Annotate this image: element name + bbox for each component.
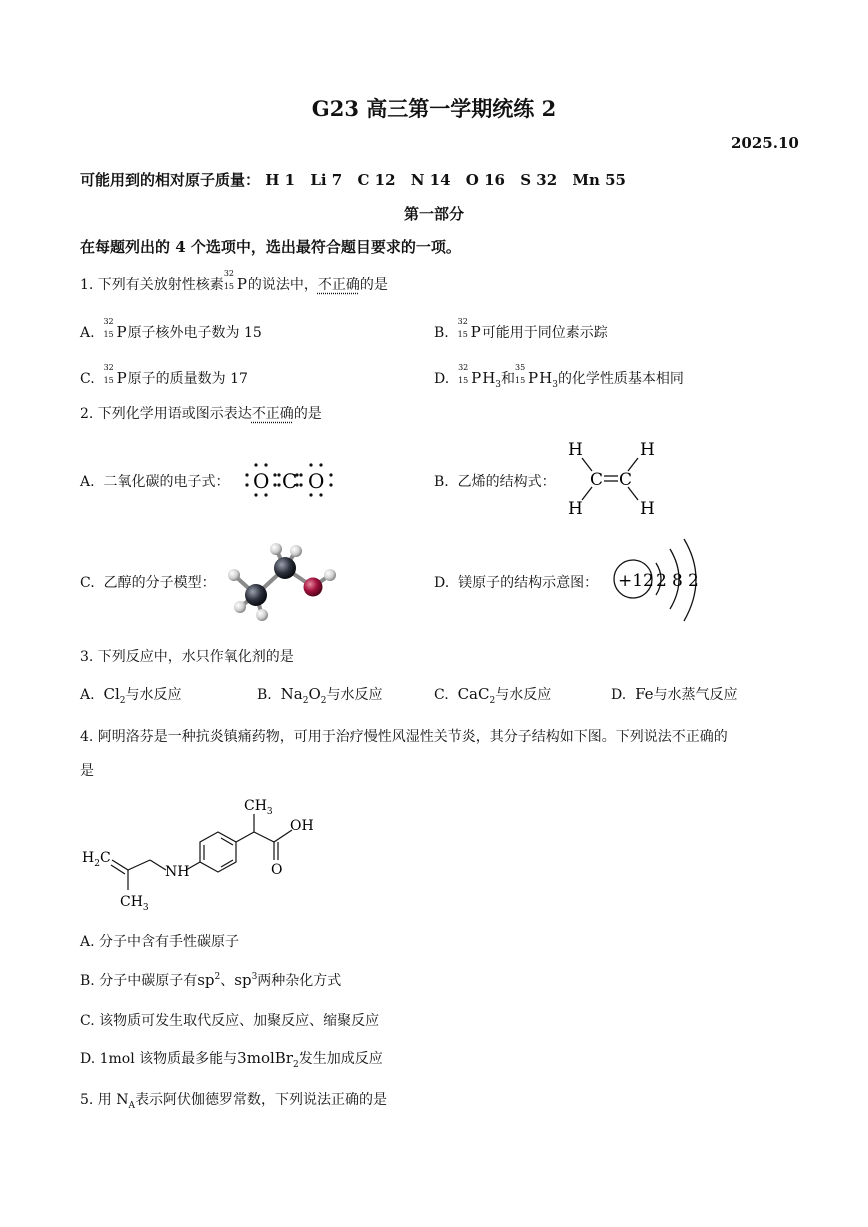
q2-option-b [434, 471, 556, 491]
ch3-bottom: $CH_3$ [120, 894, 149, 913]
q4-option-a: A. 分子中含有手性碳原子 [80, 934, 240, 950]
mass-number: 32 [458, 363, 469, 372]
superscript: 3 [251, 972, 258, 982]
mass-c: C 12 [357, 171, 396, 189]
q2-end: 的是 [293, 406, 322, 422]
q4-option-d [80, 1048, 383, 1070]
subscript: 2 [292, 1060, 299, 1070]
co2-o-right: O [308, 469, 325, 493]
ethene-h2: H [640, 440, 655, 460]
option-label: D. [434, 575, 450, 591]
q1-option-a [80, 317, 262, 342]
mass-o: O 16 [465, 171, 505, 189]
formula: Fe [635, 685, 654, 703]
formula: CaC [457, 685, 490, 703]
option-label: B. [434, 325, 449, 341]
instruction: 在每题列出的 4 个选项中，选出最符合题目要求的一项。 [80, 238, 461, 256]
ch3-top: $CH_3$ [244, 798, 273, 817]
mass-number: 35 [515, 363, 526, 372]
magnesium-atom-diagram [608, 537, 713, 625]
q1b-nuclide [457, 317, 481, 341]
element-symbol: P [470, 323, 481, 341]
option-text: 乙醇的分子模型： [103, 575, 216, 591]
atomic-number: 15 [223, 282, 234, 291]
option-text: 与水反应 [326, 687, 383, 703]
option-label: D. [611, 687, 627, 703]
ethene-h4: H [640, 499, 655, 519]
option-label: B. [434, 474, 449, 490]
option-text: 乙烯的结构式： [457, 474, 556, 490]
ethene-structural-formula [560, 436, 660, 520]
subscript: A [128, 1100, 136, 1111]
q4-stem-line1: 4. 阿明洛芬是一种抗炎镇痛药物，可用于治疗慢性风湿性关节炎，其分子结构如下图。下列说法不正确的 [80, 729, 728, 745]
option-label: A. [80, 687, 95, 703]
element-symbol: P [236, 275, 247, 293]
option-text: 发生加成反应 [298, 1051, 383, 1067]
q2-stem [80, 403, 322, 423]
q1-stem [80, 269, 388, 294]
q2-prefix: 2. 下列化学用语或图示表达 [80, 406, 252, 422]
mg-shell-2: 8 [672, 571, 683, 591]
q3-option-c [434, 684, 551, 706]
q1-option-b [434, 317, 608, 342]
ethanol-ball-stick-model [218, 535, 343, 625]
option-label: B. [257, 687, 272, 703]
q3-option-d [611, 684, 738, 704]
element-symbol: P [471, 369, 482, 387]
formula: sp [234, 971, 252, 989]
subscript: 2 [320, 696, 327, 706]
q1-mid: 的说法中， [247, 277, 318, 293]
mass-number: 32 [103, 363, 114, 372]
option-text: 原子核外电子数为 15 [127, 325, 262, 341]
atomic-number: 15 [515, 376, 526, 385]
option-text: 原子的质量数为 17 [127, 371, 248, 387]
mass-mn: Mn 55 [572, 171, 626, 189]
nh-label: NH [165, 864, 190, 880]
q2-option-a [80, 471, 229, 491]
atomic-masses-line [80, 169, 626, 190]
alminoprofen-structure [78, 790, 338, 920]
formula: O [308, 685, 321, 703]
atomic-number: 15 [457, 330, 468, 339]
mg-nucleus: +12 [618, 571, 654, 591]
option-label: D. [434, 371, 450, 387]
option-label: C. [434, 687, 449, 703]
option-text: B. 分子中碳原子有 [80, 973, 198, 989]
q5-end: 表示阿伏伽德罗常数，下列说法正确的是 [135, 1092, 388, 1108]
q2-emphasis: 不正确 [251, 406, 294, 422]
ethene-h1: H [568, 440, 583, 460]
co2-o-left: O [253, 469, 270, 493]
element-symbol: P [528, 369, 539, 387]
q1c-nuclide [103, 363, 127, 387]
element-symbol: P [116, 369, 127, 387]
mass-h: H 1 [265, 171, 296, 189]
option-label: C. [80, 371, 95, 387]
mg-shell-1: 2 [656, 571, 667, 591]
formula: sp [197, 971, 215, 989]
mg-shell-3: 2 [688, 571, 699, 591]
mass-s: S 32 [520, 171, 558, 189]
q5-stem [80, 1089, 387, 1111]
mass-number: 32 [103, 317, 114, 326]
q2-option-c [80, 572, 216, 592]
q4-stem-line2: 是 [80, 763, 94, 779]
subscript: 2 [119, 696, 126, 706]
q1-nuclide [223, 269, 247, 293]
mass-li: Li 7 [310, 171, 343, 189]
ethene-h3: H [568, 499, 583, 519]
separator: 、 [220, 973, 235, 989]
option-text: 可能用于同位素示踪 [481, 325, 608, 341]
option-text: 与水反应 [125, 687, 182, 703]
formula: Na [280, 685, 303, 703]
q1-option-d: D. 32 15 $PH_3$和 35 15 $PH_3$的化学性质基本相同 [434, 363, 684, 390]
q1-emphasis: 不正确 [317, 277, 360, 293]
option-joiner: 和 [501, 371, 516, 387]
q1d-nuclide-1 [458, 363, 482, 387]
option-label: C. [80, 575, 95, 591]
option-text: 的化学性质基本相同 [557, 371, 684, 387]
ethene-c1: C [590, 470, 604, 490]
option-text: 与水反应 [495, 687, 552, 703]
carbonyl-o: O [271, 862, 283, 878]
atomic-masses-label: 可能用到的相对原子质量： [80, 171, 261, 189]
q1-option-c [80, 363, 248, 388]
q1-end: 的是 [359, 277, 388, 293]
option-text: 与水蒸气反应 [653, 687, 738, 703]
atomic-number: 15 [103, 330, 114, 339]
ethene-c2: C [619, 470, 633, 490]
option-label: A. [80, 325, 95, 341]
q1-prefix: 1. 下列有关放射性核素 [80, 277, 224, 293]
mass-number: 32 [457, 317, 468, 326]
subscript: 2 [489, 696, 496, 706]
q4-option-b [80, 970, 341, 990]
option-text: 二氧化碳的电子式： [103, 474, 230, 490]
q3-option-b [257, 684, 383, 706]
q3-option-a [80, 684, 181, 706]
formula: Cl [103, 685, 120, 703]
exam-date: 2025.10 [731, 134, 799, 152]
co2-electron-dot-formula [242, 456, 338, 504]
option-text: D. 1mol 该物质最多能与 [80, 1051, 238, 1067]
page-title: G23 高三第一学期统练 2 [311, 96, 557, 121]
atomic-number: 15 [458, 376, 469, 385]
element-symbol: P [116, 323, 127, 341]
mass-number: 32 [223, 269, 234, 278]
q4-option-c: C. 该物质可发生取代反应、加聚反应、缩聚反应 [80, 1013, 380, 1029]
co2-c: C [282, 469, 298, 493]
atomic-number: 15 [103, 376, 114, 385]
h2c-label: $H_2C$ [82, 850, 111, 869]
q2-option-d [434, 572, 598, 592]
mass-n: N 14 [410, 171, 451, 189]
subscript: 2 [302, 696, 309, 706]
formula: 3molBr [237, 1049, 293, 1067]
q5-prefix: 5. 用 N [80, 1092, 129, 1108]
q3-stem: 3. 下列反应中，水只作氧化剂的是 [80, 649, 294, 665]
option-label: A. [80, 474, 95, 490]
option-text: 两种杂化方式 [257, 973, 342, 989]
section-heading: 第一部分 [403, 205, 464, 223]
superscript: 2 [214, 972, 221, 982]
q1d-nuclide-2 [515, 363, 539, 387]
option-text: 镁原子的结构示意图： [458, 575, 599, 591]
oh-label: OH [290, 818, 314, 834]
q1a-nuclide [103, 317, 127, 341]
